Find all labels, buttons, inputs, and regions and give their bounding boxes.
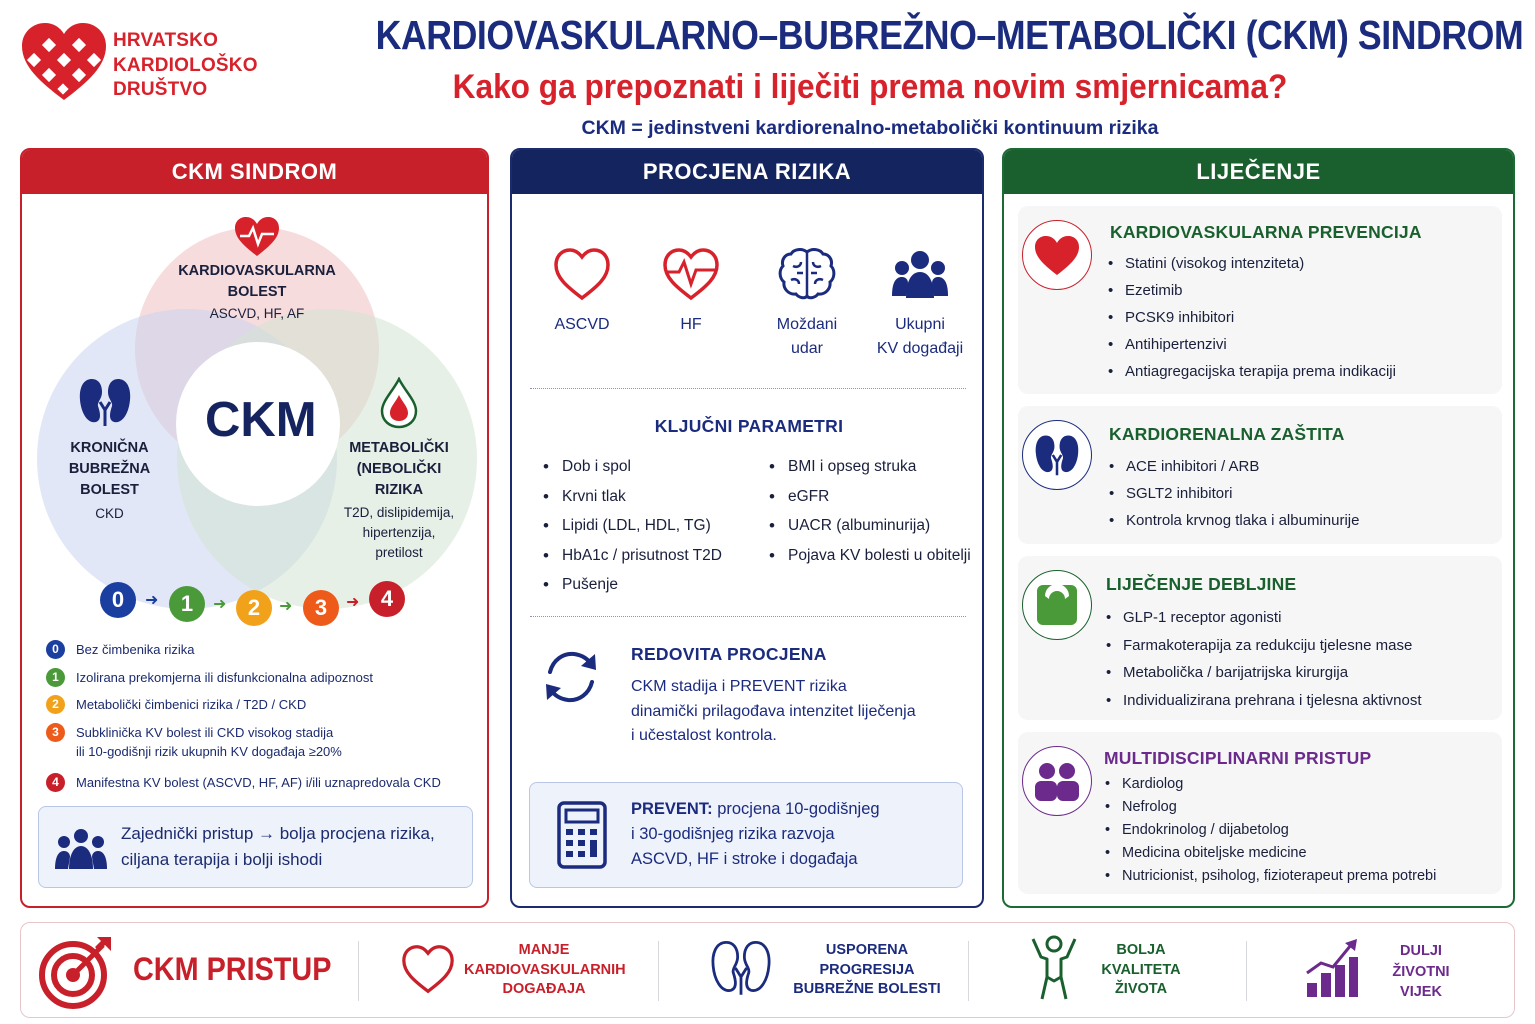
joint-line-2: ciljana terapija i bolji ishodi: [121, 850, 323, 869]
refresh-icon: [540, 646, 602, 708]
kidney-icon-circle: [1022, 420, 1092, 490]
stage-0-circle: 0: [100, 582, 136, 618]
venn-right-sub-2: hipertenzija,: [362, 525, 436, 540]
venn-right-sub-3: pretilost: [375, 545, 423, 560]
outcome-line: KVALITETA: [1101, 961, 1181, 978]
outcome-fewer-cv-events: [464, 941, 624, 1000]
stage-4-circle: 4: [369, 581, 405, 617]
venn-top-sub: ASCVD, HF, AF: [209, 306, 305, 321]
page-title: KARDIOVASKULARNO–BUBREŽNO–METABOLIČKI (CKM) SINDROM: [375, 12, 1524, 58]
heart-outline-icon: [399, 943, 457, 995]
panel-heading: LIJEČENJE: [1004, 150, 1513, 194]
stage-dot: 0: [46, 640, 65, 659]
stage-item: [46, 668, 373, 687]
list-item: • Pušenje: [539, 573, 722, 603]
risk-label-stroke-2: udar: [790, 340, 824, 357]
venn-left-title-3: BOLEST: [80, 482, 139, 498]
heart-logo-icon: [20, 22, 108, 104]
risk-label-total-2: KV događaji: [876, 340, 964, 357]
people-icon: [890, 246, 950, 302]
outcome-line: DOGAĐAJA: [502, 981, 586, 997]
team-icon: [55, 827, 107, 871]
stage-text: Subklinička KV bolest ili CKD visokog stadija: [76, 725, 334, 740]
logo-line-1: HRVATSKO: [113, 30, 219, 51]
ckm-approach-bar: [20, 922, 1515, 1018]
text-line: dinamički prilagođava intenzitet liječenja: [631, 702, 916, 720]
arrow-right-icon: ➜: [213, 596, 227, 613]
arrow-right-icon: ➜: [346, 594, 360, 611]
kidney-outline-icon: [707, 939, 775, 997]
params-left-list: [539, 455, 722, 603]
regular-assessment-text: [631, 675, 916, 749]
venn-right-title-2: (NEBOLIČKI: [356, 461, 442, 477]
arrow-right-icon: ➜: [145, 592, 159, 609]
venn-right-title-1: METABOLIČKI: [349, 440, 449, 456]
stage-dot: 2: [46, 695, 65, 714]
divider: [1246, 941, 1247, 1001]
venn-diagram: [22, 194, 489, 614]
cv-prevention-list: [1107, 250, 1396, 385]
list-item: • Medicina obiteljske medicine: [1104, 842, 1436, 865]
arrow-right-icon: ➜: [279, 598, 293, 615]
heart-pulse-icon: [234, 216, 280, 258]
stage-item: [46, 723, 342, 761]
risk-label-ascvd: ASCVD: [554, 316, 610, 333]
section-title: KARDIOVASKULARNA PREVENCIJA: [1110, 222, 1422, 242]
growth-chart-icon: [1305, 939, 1359, 999]
outcome-line: USPORENA: [825, 942, 909, 958]
list-item: • Dob i spol: [539, 455, 722, 485]
stage-dot: 4: [46, 773, 65, 792]
stage-dot: 1: [46, 668, 65, 687]
venn-top-title-1: KARDIOVASKULARNA: [178, 263, 336, 279]
target-icon: [39, 933, 115, 1009]
prevent-line-1: procjena 10-godišnjeg: [712, 800, 880, 818]
stage-text: Manifestna KV bolest (ASCVD, HF, AF) i/ili uznapredovala CKD: [76, 775, 441, 790]
outcome-line: BUBREŽNE BOLESTI: [793, 981, 941, 997]
list-item: • GLP-1 receptor agonisti: [1105, 604, 1422, 632]
stage-text: Bez čimbenika rizika: [76, 642, 195, 657]
team-icon: [1034, 762, 1080, 802]
list-item: • Lipidi (LDL, HDL, TG): [539, 514, 722, 544]
list-item: • UACR (albuminurija): [765, 514, 971, 544]
divider: [968, 941, 969, 1001]
joint-approach-box: [38, 806, 473, 888]
list-item: • Nefrolog: [1104, 796, 1436, 819]
stage-1-circle: 1: [169, 586, 205, 622]
list-item: • SGLT2 inhibitori: [1108, 480, 1359, 507]
page-subtitle: Kako ga prepoznati i liječiti prema novim smjernicama?: [452, 68, 1288, 106]
params-right-list: [765, 455, 971, 573]
outcome-line: ŽIVOTA: [1114, 981, 1168, 997]
prevent-box: [529, 782, 963, 888]
logo-line-2: KARDIOLOŠKO: [113, 54, 258, 76]
prevent-line-2: i 30-godišnjeg rizika razvoja: [631, 825, 835, 843]
obesity-list: [1105, 604, 1422, 714]
prevent-line-3: ASCVD, HF i stroke i događaja: [631, 850, 858, 868]
section-title: KARDIORENALNA ZAŠTITA: [1109, 424, 1345, 444]
kidney-icon: [1034, 433, 1080, 477]
list-item: • Individualizirana prehrana i tjelesna aktivnost: [1105, 687, 1422, 715]
stage-item: [46, 640, 195, 659]
outcome-longer-life: [1371, 941, 1471, 1003]
hkd-logo: [20, 22, 270, 107]
heart-pulse-icon: [661, 246, 721, 302]
list-item: • PCSK9 inhibitori: [1107, 304, 1396, 331]
stage-text: Metabolički čimbenici rizika / T2D / CKD: [76, 697, 307, 712]
panel-heading: CKM SINDROM: [22, 150, 487, 194]
list-item: • Statini (visokog intenziteta): [1107, 250, 1396, 277]
list-item: • BMI i opseg struka: [765, 455, 971, 485]
section-title: LIJEČENJE DEBLJINE: [1106, 574, 1297, 594]
venn-right-sub-1: T2D, dislipidemija,: [343, 505, 455, 520]
stage-text: Izolirana prekomjerna ili disfunkcionalna adipoznost: [76, 670, 374, 685]
list-item: • Farmakoterapija za redukciju tjelesne mase: [1105, 632, 1422, 660]
page-tagline: CKM = jedinstveni kardiorenalno-metabolički kontinuum rizika: [581, 117, 1159, 139]
list-item: • ACE inhibitori / ARB: [1108, 453, 1359, 480]
heart-outline-icon: [552, 246, 612, 302]
treatment-panel: [1002, 148, 1515, 908]
multidisciplinary-list: [1104, 773, 1436, 888]
divider: [530, 388, 966, 389]
cv-prevention-box: [1018, 206, 1502, 394]
venn-right-title-3: RIZIKA: [374, 482, 424, 498]
heart-icon-circle: [1022, 220, 1092, 290]
list-item: • Kontrola krvnog tlaka i albuminurije: [1108, 507, 1359, 534]
ckm-syndrome-panel: [20, 148, 489, 908]
scale-icon-circle: [1022, 570, 1092, 640]
outcome-line: VIJEK: [1400, 984, 1442, 1000]
list-item: • eGFR: [765, 485, 971, 515]
stage-dot: 3: [46, 723, 65, 742]
outcome-line: ŽIVOTNI: [1392, 963, 1450, 980]
text-line: CKM stadija i PREVENT rizika: [631, 678, 847, 695]
text-line: i učestalost kontrola.: [631, 727, 777, 744]
list-item: • Ezetimib: [1107, 277, 1396, 304]
regular-assessment-title: REDOVITA PROCJENA: [631, 644, 827, 664]
obesity-box: [1018, 556, 1502, 720]
outcome-line: KARDIOVASKULARNIH: [464, 961, 626, 978]
multidisciplinary-box: [1018, 732, 1502, 894]
risk-label-total-1: Ukupni: [895, 316, 945, 333]
person-cheering-icon: [1029, 935, 1079, 1001]
panel-heading: PROCJENA RIZIKA: [512, 150, 982, 194]
brain-icon: [777, 246, 837, 302]
venn-left-sub: CKD: [95, 506, 124, 521]
outcome-line: PROGRESIJA: [819, 961, 915, 978]
cardiorenal-list: [1108, 453, 1359, 534]
risk-label-stroke-1: Moždani: [776, 316, 838, 333]
stage-item: [46, 695, 306, 714]
ckm-approach-title: CKM PRISTUP: [133, 951, 332, 987]
scale-icon: [1036, 584, 1078, 626]
risk-assessment-panel: [510, 148, 984, 908]
stage-2-circle: 2: [236, 590, 272, 626]
list-item: • Antiagregacijska terapija prema indikaciji: [1107, 358, 1396, 385]
section-title: MULTIDISCIPLINARNI PRISTUP: [1104, 748, 1372, 768]
venn-left-title-1: KRONIČNA: [70, 440, 149, 456]
logo-line-3: DRUŠTVO: [113, 79, 208, 100]
stage-text-2: ili 10-godišnji rizik ukupnih KV događaja ≥20%: [76, 744, 342, 759]
joint-line-1: Zajednički pristup → bolja procjena rizika,: [121, 824, 435, 843]
list-item: • Endokrinolog / dijabetolog: [1104, 819, 1436, 842]
team-icon-circle: [1022, 746, 1092, 816]
outcome-line: DULJI: [1400, 943, 1442, 959]
venn-top-title-2: BOLEST: [227, 284, 287, 300]
stage-3-circle: 3: [303, 590, 339, 626]
venn-center-label: CKM: [205, 393, 317, 447]
venn-left-title-2: BUBREŽNA: [68, 461, 151, 477]
outcome-slower-kidney-progression: [787, 941, 947, 1000]
list-item: • Metabolička / barijatrijska kirurgija: [1105, 659, 1422, 687]
list-item: • Antihipertenzivi: [1107, 331, 1396, 358]
divider: [658, 941, 659, 1001]
cardiorenal-box: [1018, 406, 1502, 544]
stage-item: [46, 773, 441, 792]
list-item: • Nutricionist, psiholog, fizioterapeut prema potrebi: [1104, 865, 1436, 888]
divider: [530, 616, 966, 617]
blood-drop-icon: [379, 377, 419, 429]
heart-icon: [1034, 235, 1080, 277]
kidney-icon: [78, 376, 132, 428]
calculator-icon: [557, 801, 607, 869]
prevent-label: PREVENT:: [631, 800, 713, 818]
list-item: • Pojava KV bolesti u obitelji: [765, 544, 971, 574]
list-item: • Kardiolog: [1104, 773, 1436, 796]
risk-label-hf: HF: [680, 316, 702, 333]
list-item: • HbA1c / prisutnost T2D: [539, 544, 722, 574]
outcome-line: BOLJA: [1116, 942, 1166, 958]
key-params-title: KLJUČNI PARAMETRI: [654, 416, 844, 436]
divider: [358, 941, 359, 1001]
outcome-line: MANJE: [518, 942, 570, 958]
list-item: • Krvni tlak: [539, 485, 722, 515]
outcome-better-quality-of-life: [1081, 941, 1201, 1000]
